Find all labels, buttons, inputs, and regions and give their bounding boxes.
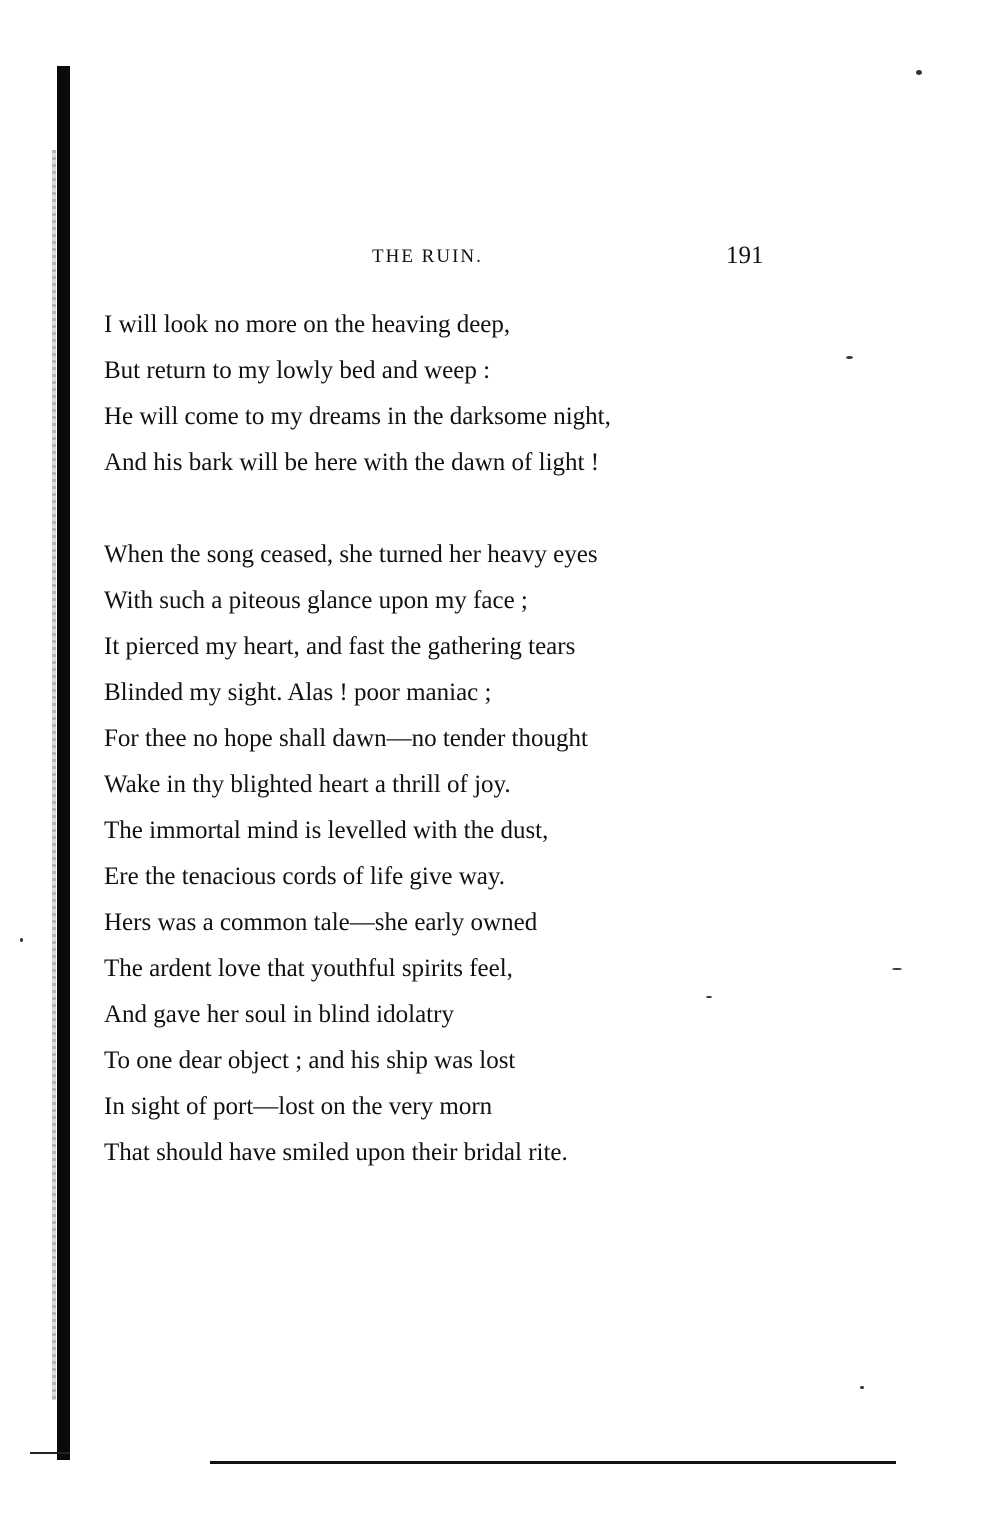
binding-shadow (57, 66, 70, 1460)
binding-edge (52, 150, 56, 1400)
verse-line: I will look no more on the heaving deep, (104, 311, 511, 338)
verse-line: It pierced my heart, and fast the gathering tears (104, 633, 576, 660)
verse-line: Hers was a common tale—she early owned (104, 909, 538, 936)
verse-line: That should have smiled upon their bridal rite. (104, 1139, 568, 1166)
page-number: 191 (726, 242, 764, 269)
bottom-rule (210, 1461, 896, 1464)
poem-stanza-2 (104, 532, 598, 1176)
verse-line: To one dear object ; and his ship was lost (104, 1047, 516, 1074)
paper-speck (916, 70, 922, 75)
paper-speck (846, 356, 853, 359)
verse-line: For thee no hope shall dawn—no tender thought (104, 725, 588, 752)
verse-line: When the song ceased, she turned her heavy eyes (104, 541, 598, 568)
paper-speck (892, 968, 902, 970)
verse-line: But return to my lowly bed and weep : (104, 357, 491, 384)
paper-speck (20, 938, 23, 942)
binding-foot-mark (30, 1452, 70, 1454)
verse-line: The immortal mind is levelled with the dust, (104, 817, 549, 844)
poem-stanza-1 (104, 302, 611, 486)
verse-line: He will come to my dreams in the darksome night, (104, 403, 611, 430)
running-title: THE RUIN. (372, 246, 483, 267)
paper-speck (706, 996, 712, 998)
verse-line: The ardent love that youthful spirits feel, (104, 955, 513, 982)
verse-line: Wake in thy blighted heart a thrill of joy. (104, 771, 511, 798)
verse-line: Blinded my sight. Alas ! poor maniac ; (104, 679, 492, 706)
paper-speck (860, 1386, 864, 1389)
verse-line: With such a piteous glance upon my face ; (104, 587, 528, 614)
verse-line: And gave her soul in blind idolatry (104, 1001, 454, 1028)
verse-line: Ere the tenacious cords of life give way. (104, 863, 506, 890)
verse-line: In sight of port—lost on the very morn (104, 1093, 493, 1120)
verse-line: And his bark will be here with the dawn of light ! (104, 449, 600, 476)
